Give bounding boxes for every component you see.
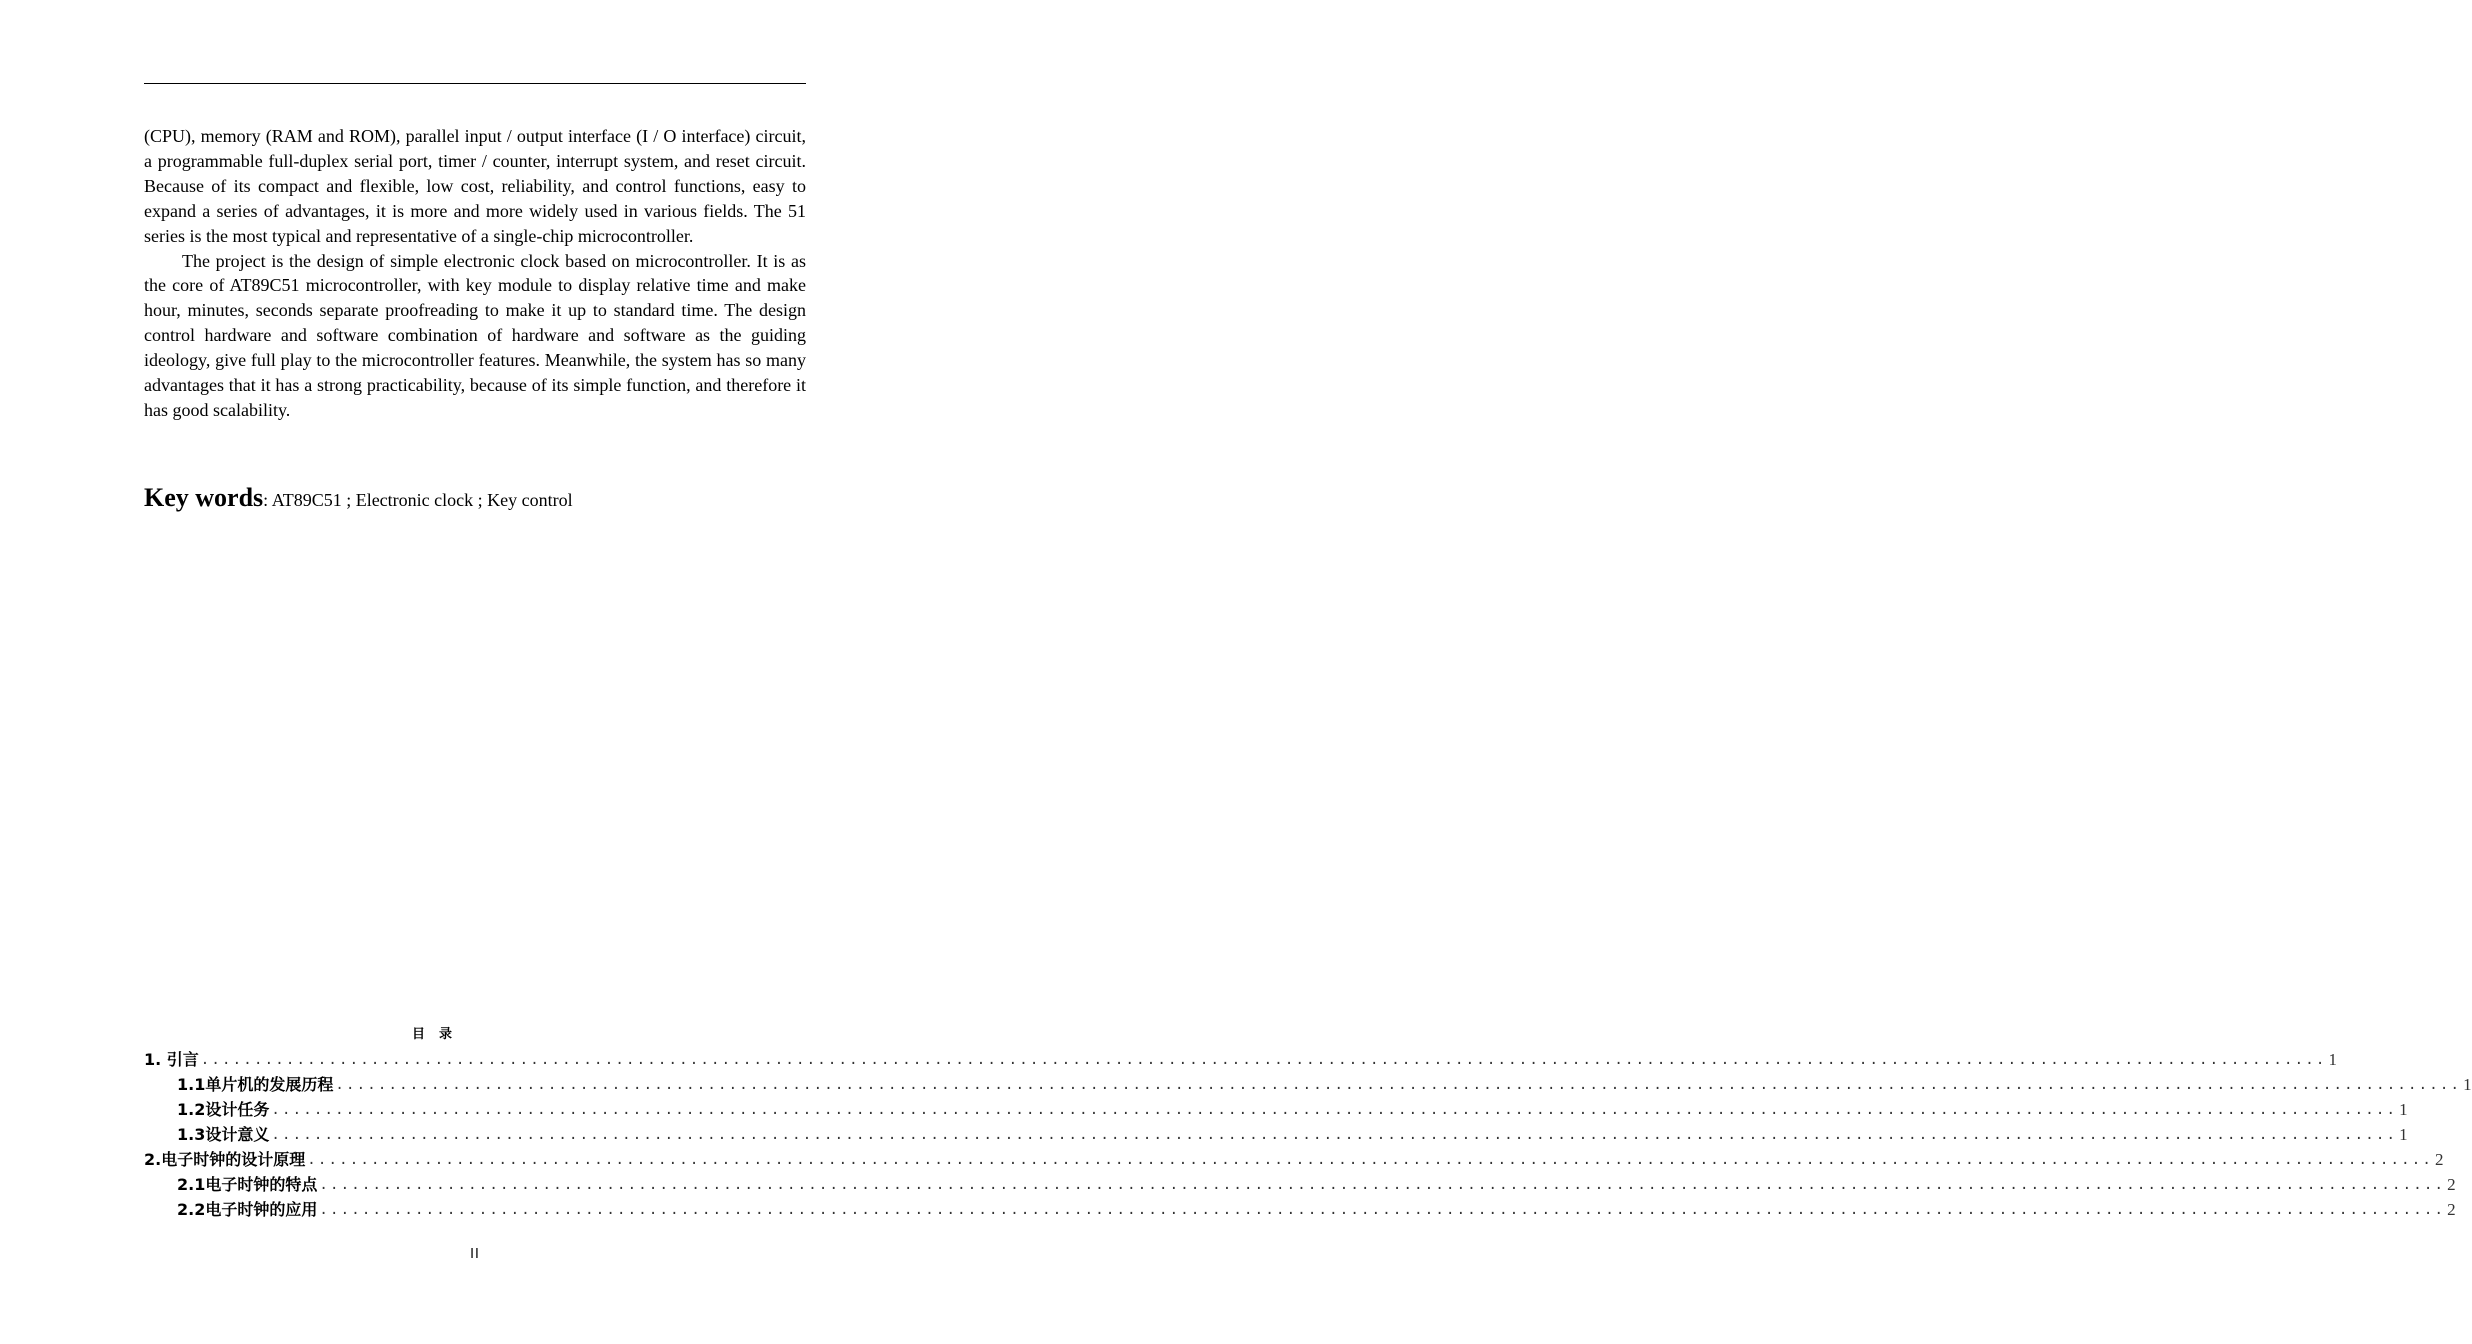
toc-dot-leader: ........................................................................................................................................................................................................ [319,1177,2446,1193]
table-of-contents [144,1045,2472,1220]
keywords-value: AT89C51 ; Electronic clock ; Key control [268,490,573,510]
keywords-label: Key words [144,483,264,512]
toc-entry-page: 2 [2447,1175,2456,1194]
abstract-paragraph-1: (CPU), memory (RAM and ROM), parallel input / output interface (I / O interface) circuit, a programmable full-duplex serial port, timer / counter, interrupt system, and reset circuit. Because of its compact and flexible, low cost, reliability, and control functions, easy to expand a series of advantages, it is more and more widely used in various fields. The 51 series is the most typical and representative of a single-chip microcontroller. [144,126,806,246]
keywords-separator: : [263,490,269,510]
toc-entry[interactable] [144,1095,2408,1120]
toc-entry[interactable] [144,1070,2472,1095]
toc-entry-label: 2.2电子时钟的应用 [177,1200,318,1219]
toc-entry-page: 2 [2434,1150,2444,1169]
toc-entry[interactable] [144,1195,2456,1220]
toc-entry-label: 1. 引言 [144,1050,199,1069]
keywords-line [144,482,806,516]
toc-entry-label: 1.2设计任务 [177,1100,270,1119]
toc-entry-label: 1.1单片机的发展历程 [177,1075,334,1094]
toc-entry-label: 2.1电子时钟的特点 [177,1175,318,1194]
page-number: II [470,1247,480,1262]
toc-entry-page: 1 [2399,1125,2408,1144]
toc-dot-leader: ........................................................................................................................................................................................................ [307,1152,2433,1168]
toc-dot-leader: ........................................................................................................................................................................................................ [319,1202,2446,1218]
toc-entry[interactable] [144,1045,2338,1070]
toc-entry-label: 1.3设计意义 [177,1125,270,1144]
abstract-paragraph-2: The project is the design of simple electronic clock based on microcontroller. It is as the core of AT89C51 microcontroller, with key module to display relative time and make hour, minutes, seconds separate proofreading to make it up to standard time. The design control hardware and software combination of hardware and software as the guiding ideology, give full play to the microcontroller features. Meanwhile, the system has so many advantages that it has a strong practicability, because of its simple function, and therefore it has good scalability. [144,250,806,420]
toc-entry[interactable] [144,1120,2408,1145]
toc-entry-page: 1 [2399,1100,2408,1119]
toc-entry[interactable] [144,1145,2444,1170]
toc-entry-page: 1 [2463,1075,2472,1094]
toc-entry-page: 2 [2447,1200,2456,1219]
toc-dot-leader: ........................................................................................................................................................................................................ [271,1102,2398,1118]
header-rule [144,83,806,84]
toc-dot-leader: ........................................................................................................................................................................................................ [271,1127,2398,1143]
toc-dot-leader: ........................................................................................................................................................................................................ [335,1077,2462,1093]
toc-entry-label: 2.电子时钟的设计原理 [144,1150,306,1169]
toc-dot-leader: ........................................................................................................................................................................................................ [200,1052,2327,1068]
toc-entry-page: 1 [2328,1050,2338,1069]
abstract-body [144,124,806,423]
toc-entry[interactable] [144,1170,2456,1195]
toc-title: 目录 [411,1027,466,1042]
